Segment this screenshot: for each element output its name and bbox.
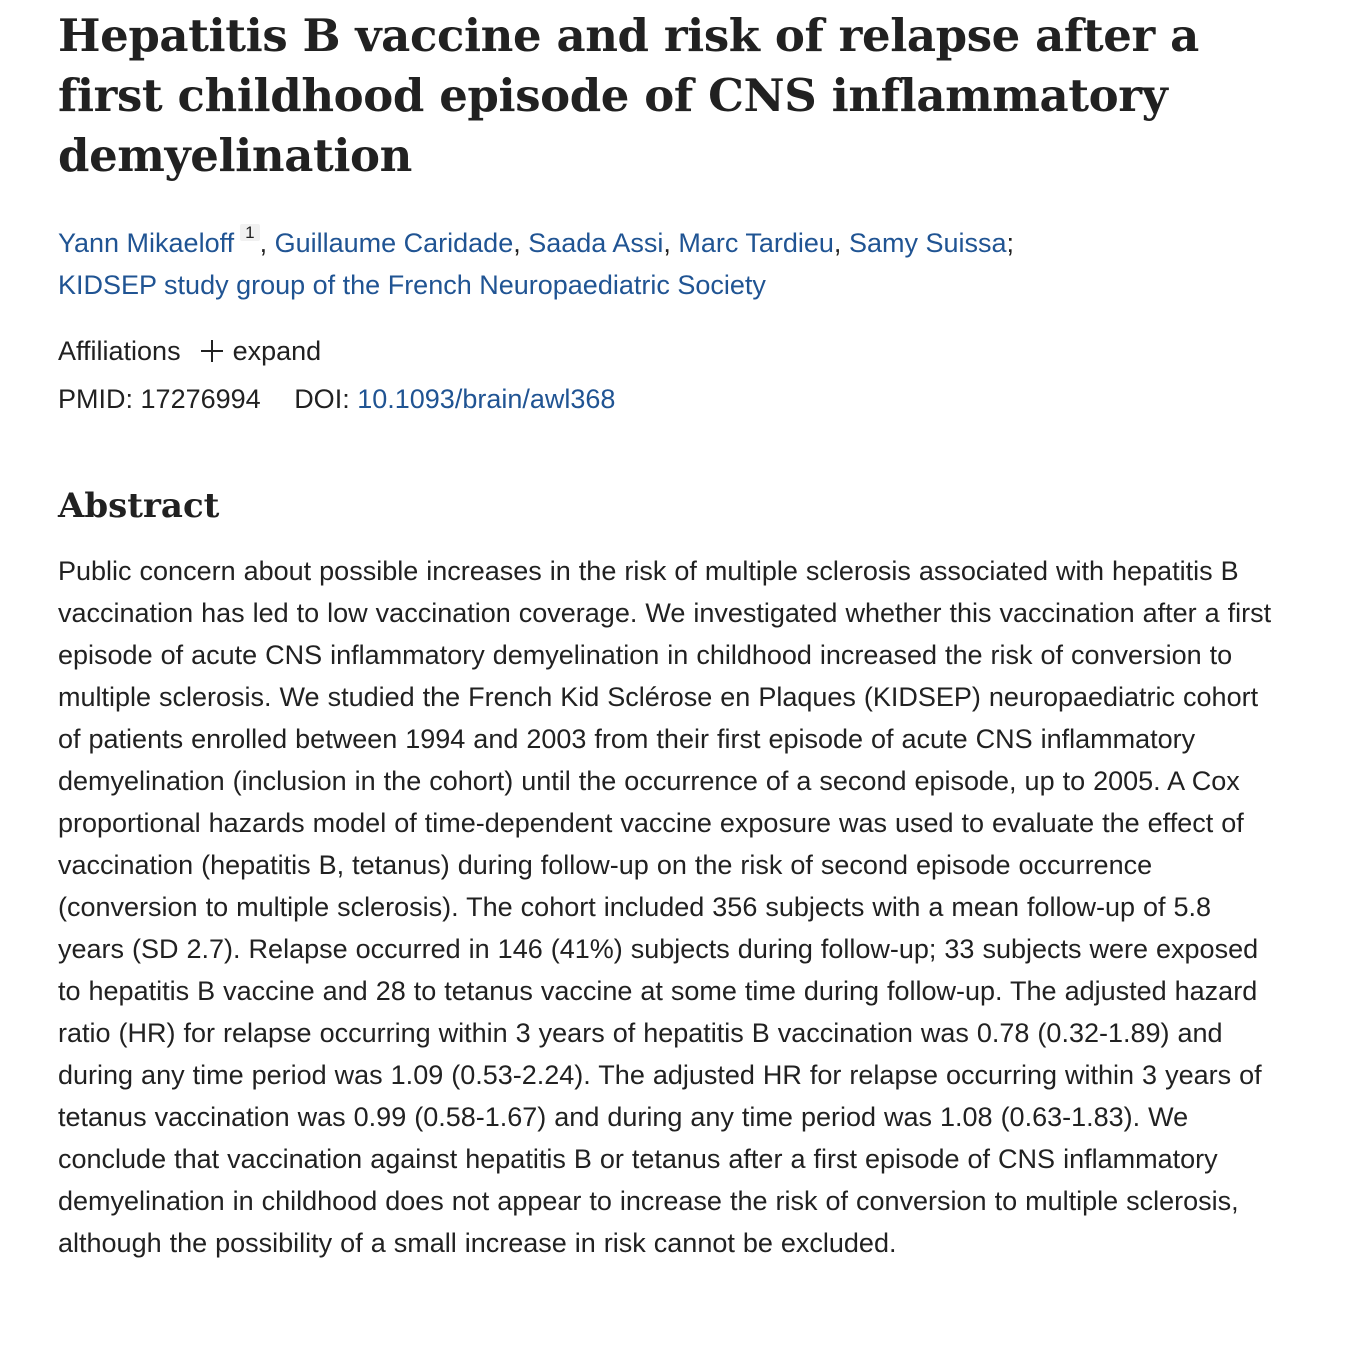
- author-link[interactable]: Guillaume Caridade: [274, 228, 514, 258]
- article-title: Hepatitis B vaccine and risk of relapse after a first childhood episode of CNS inflammatory demyelination: [58, 9, 1199, 182]
- identifiers: [58, 378, 1298, 420]
- affiliations-label: Affiliations: [58, 336, 181, 366]
- abstract-text: Public concern about possible increases in the risk of multiple sclerosis associated with hepatitis B vaccination has led to low vaccination coverage. We investigated whether this vaccination after a first episode of acute CNS inflammatory demyelination in childhood increased the risk of conversion to multiple sclerosis. We studied the French Kid Sclérose en Plaques (KIDSEP) neuropaediatric cohort of patients enrolled between 1994 and 2003 from their first episode of acute CNS inflammatory demyelination (inclusion in the cohort) until the occurrence of a second episode, up to 2005. A Cox proportional hazards model of time-dependent vaccine exposure was used to evaluate the effect of vaccination (hepatitis B, tetanus) during follow-up on the risk of second episode occurrence (conversion to multiple sclerosis). The cohort included 356 subjects with a mean follow-up of 5.8 years (SD 2.7). Relapse occurred in 146 (41%) subjects during follow-up; 33 subjects were exposed to hepatitis B vaccine and 28 to tetanus vaccine at some time during follow-up. The adjusted hazard ratio (HR) for relapse occurring within 3 years of hepatitis B vaccination was 0.78 (0.32-1.89) and during any time period was 1.09 (0.53-2.24). The adjusted HR for relapse occurring within 3 years of tetanus vaccination was 0.99 (0.58-1.67) and during any time period was 1.08 (0.63-1.83). We conclude that vaccination against hepatitis B or tetanus after a first episode of CNS inflammatory demyelination in childhood does not appear to increase the risk of conversion to multiple sclerosis, although the possibility of a small increase in risk cannot be excluded.: [58, 556, 1272, 1258]
- group-author-link[interactable]: KIDSEP study group of the French Neuropaediatric Society: [58, 270, 766, 300]
- author-link[interactable]: Saada Assi: [528, 228, 664, 258]
- abstract-heading: Abstract: [58, 486, 220, 526]
- author-link[interactable]: Marc Tardieu: [678, 228, 834, 258]
- author-link[interactable]: Samy Suissa: [848, 228, 1007, 258]
- author-link[interactable]: Yann Mikaeloff: [58, 228, 235, 258]
- affiliation-number[interactable]: 1: [240, 224, 259, 241]
- doi-label: DOI:: [294, 384, 350, 414]
- pmid-value: 17276994: [140, 384, 261, 414]
- affiliations-row: [58, 330, 1298, 372]
- author-list: Yann Mikaeloff $^1$ , Guillaume Caridade, Saada Assi, Marc Tardieu, Samy Suissa; KIDSEP study group of the French Neuropaediatric Society: [58, 223, 1015, 300]
- expand-label: expand: [232, 336, 322, 366]
- expand-affiliations-button[interactable]: [201, 330, 322, 372]
- doi-link[interactable]: 10.1093/brain/awl368: [357, 384, 616, 414]
- pmid-label: PMID:: [58, 384, 134, 414]
- plus-icon: [201, 340, 223, 362]
